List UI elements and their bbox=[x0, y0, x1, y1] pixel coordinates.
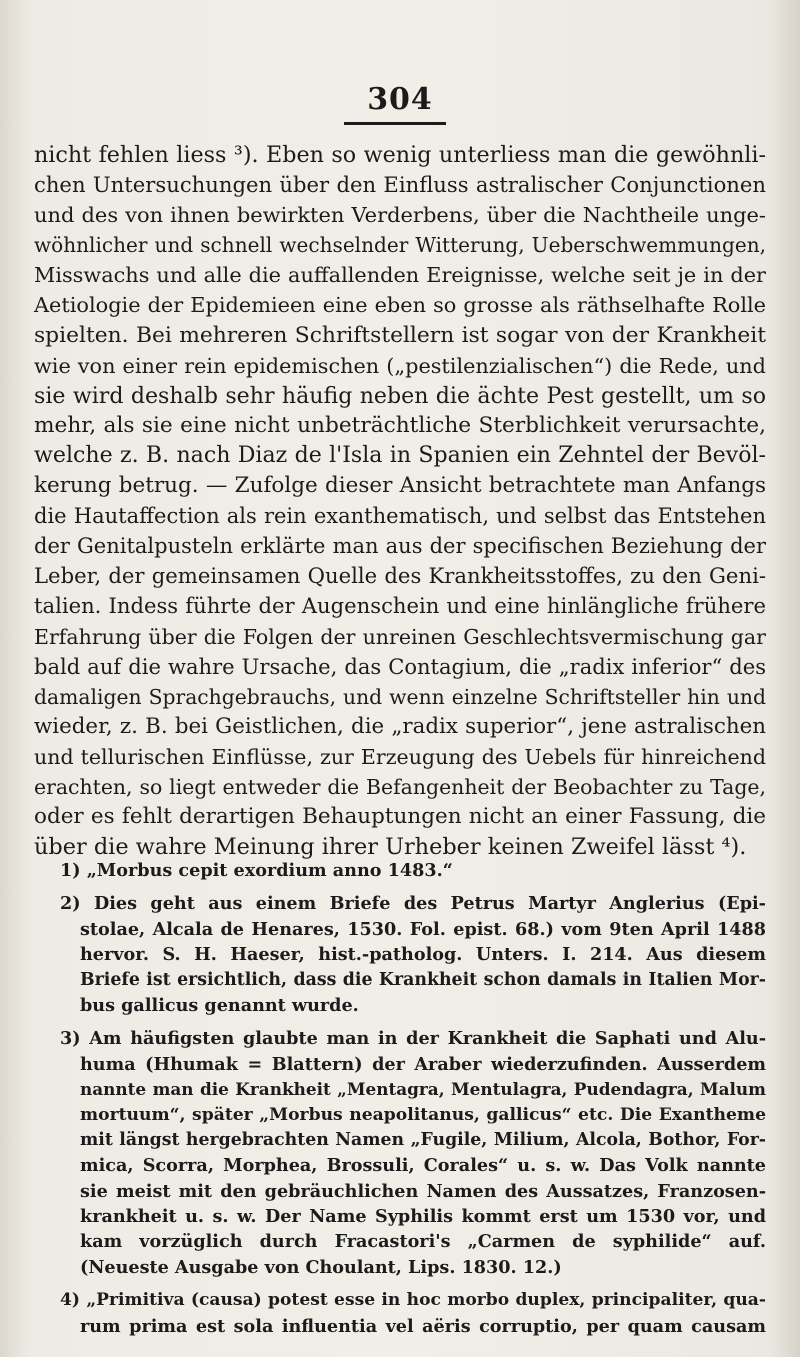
footnote-4 bbox=[34, 1288, 766, 1339]
page-number: 304 bbox=[367, 82, 433, 117]
body-line: und tellurischen Einflüsse, zur Erzeugung des Uebels für hinreichend bbox=[34, 744, 766, 769]
body-line: der Genitalpusteln erklärte man aus der specifischen Beziehung der bbox=[34, 534, 766, 559]
body-line: und des von ihnen bewirkten Verderbens, über die Nachtheile unge- bbox=[34, 203, 766, 228]
footnote-line: bus gallicus genannt wurde. bbox=[80, 994, 359, 1016]
body-line: sie wird deshalb sehr häufig neben die ächte Pest gestellt, um so bbox=[34, 382, 766, 409]
body-line: über die wahre Meinung ihrer Urheber keinen Zweifel lässt ⁴). bbox=[34, 834, 747, 861]
body-line: erachten, so liegt entweder die Befangenheit der Beobachter zu Tage, bbox=[34, 774, 766, 799]
body-line: spielten. Bei mehreren Schriftstellern ist sogar von der Krankheit bbox=[34, 322, 766, 348]
footnote-2 bbox=[34, 891, 766, 1018]
footnote-line: rum prima est sola influentia vel aëris corruptio, per quam causam bbox=[80, 1315, 766, 1337]
footnote-line: mortuum“, später „Morbus neapolitanus, gallicus“ etc. Die Exantheme bbox=[80, 1104, 766, 1125]
footnote-line: 4) „Primitiva (causa) potest esse in hoc morbo duplex, principaliter, qua- bbox=[60, 1290, 766, 1311]
body-line: Leber, der gemeinsamen Quelle des Krankheitsstoffes, zu den Geni- bbox=[34, 563, 766, 589]
body-line: Erfahrung über die Folgen der unreinen Geschlechtsvermischung gar bbox=[34, 624, 766, 649]
body-line: wöhnlicher und schnell wechselnder Witterung, Ueberschwemmungen, bbox=[34, 233, 766, 258]
footnote-line: 2) Dies geht aus einem Briefe des Petrus Martyr Anglerius (Epi- bbox=[60, 893, 766, 915]
footnote-line: stolae, Alcala de Henares, 1530. Fol. epist. 68.) vom 9ten April 1488 bbox=[80, 918, 766, 940]
footnote-line: 1) „Morbus cepit exordium anno 1483.“ bbox=[60, 860, 453, 881]
body-line: chen Untersuchungen über den Einfluss astralischer Conjunctionen bbox=[34, 172, 766, 198]
body-line: talien. Indess führte der Augenschein und eine hinlängliche frühere bbox=[34, 593, 766, 619]
body-line: kerung betrug. — Zufolge dieser Ansicht betrachtete man Anfangs bbox=[34, 473, 766, 499]
footnote-line: mica, Scorra, Morphea, Brossuli, Corales“ u. s. w. Das Volk nannte bbox=[80, 1155, 766, 1177]
body-line: wie von einer rein epidemischen („pestilenzialischen“) die Rede, und bbox=[34, 353, 766, 378]
body-text bbox=[34, 140, 766, 862]
footnote-line: sie meist mit den gebräuchlichen Namen des Aussatzes, Franzosen- bbox=[80, 1180, 766, 1202]
footnote-line: (Neueste Ausgabe von Choulant, Lips. 1830. 12.) bbox=[80, 1256, 562, 1278]
footnote-3 bbox=[34, 1026, 766, 1280]
body-line: oder es fehlt derartigen Behauptungen nicht an einer Fassung, die bbox=[34, 804, 766, 830]
body-line: wieder, z. B. bei Geistlichen, die „radix superior“, jene astralischen bbox=[34, 713, 766, 739]
body-line: die Hautaffection als rein exanthematisch, und selbst das Entstehen bbox=[34, 503, 766, 529]
body-line: bald auf die wahre Ursache, das Contagium, die „radix inferior“ des bbox=[34, 653, 766, 679]
footnote-1 bbox=[34, 858, 766, 883]
footnote-line: 3) Am häufigsten glaubte man in der Krankheit die Saphati und Alu- bbox=[60, 1028, 766, 1050]
body-line: mehr, als sie eine nicht unbeträchtliche Sterblichkeit verursachte, bbox=[34, 412, 766, 438]
footnote-line: krankheit u. s. w. Der Name Syphilis kommt erst um 1530 vor, und bbox=[80, 1206, 766, 1228]
footnote-line: huma (Hhumak = Blattern) der Araber wiederzufinden. Ausserdem bbox=[80, 1053, 766, 1075]
footnote-line: Briefe ist ersichtlich, dass die Krankheit schon damals in Italien Mor- bbox=[80, 969, 766, 990]
body-line: nicht fehlen liess ³). Eben so wenig unterliess man die gewöhnli- bbox=[34, 142, 766, 168]
body-line: welche z. B. nach Diaz de l'Isla in Spanien ein Zehntel der Bevöl- bbox=[34, 442, 766, 468]
footnote-line: kam vorzüglich durch Fracastori's „Carmen de syphilide“ auf. bbox=[80, 1231, 766, 1253]
footnotes bbox=[34, 858, 766, 1347]
body-line: Aetiologie der Epidemieen eine eben so grosse als räthselhafte Rolle bbox=[34, 293, 766, 318]
body-line: damaligen Sprachgebrauchs, und wenn einzelne Schriftsteller hin und bbox=[34, 684, 766, 709]
footnote-line: hervor. S. H. Haeser, hist.-patholog. Unters. I. 214. Aus diesem bbox=[80, 944, 766, 966]
body-line: Misswachs und alle die auffallenden Ereignisse, welche seit je in der bbox=[34, 263, 766, 288]
footnote-line: mit längst hergebrachten Namen „Fugile, Milium, Alcola, Bothor, For- bbox=[80, 1129, 766, 1150]
footnote-line: nannte man die Krankheit „Mentagra, Mentulagra, Pudendagra, Malum bbox=[80, 1079, 766, 1100]
page-number-rule bbox=[344, 122, 446, 125]
